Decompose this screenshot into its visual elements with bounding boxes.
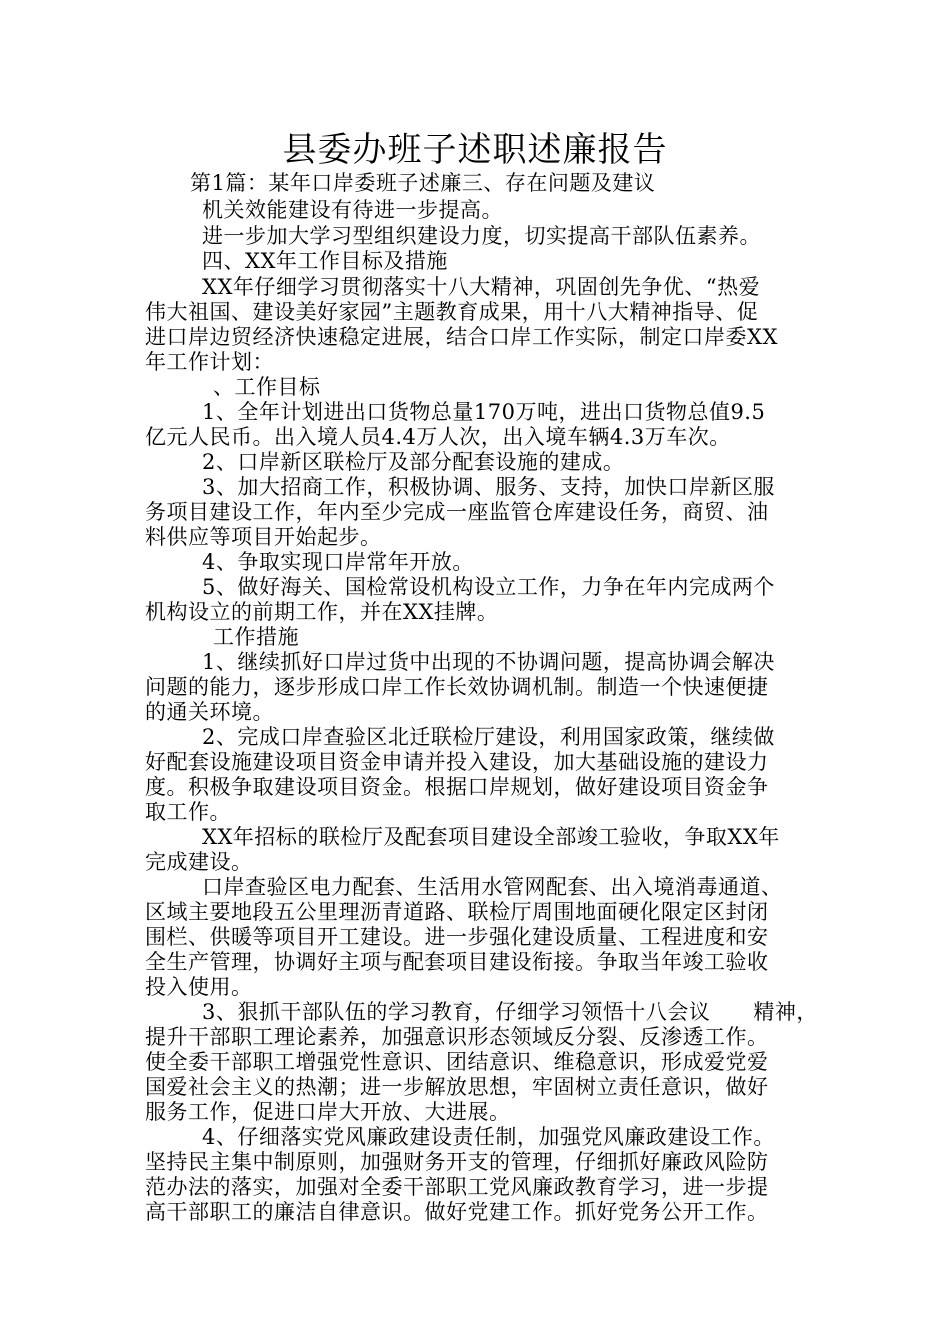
paragraph-line: 机构设立的前期工作，并在XX挂牌。: [145, 600, 499, 624]
paragraph-line: 四、XX年工作目标及措施: [202, 249, 448, 273]
paragraph-line: 取工作。: [145, 800, 231, 824]
paragraph-line: 5、做好海关、国检常设机构设立工作，力争在年内完成两个: [202, 575, 775, 599]
paragraph-line: 、工作目标: [213, 375, 321, 399]
paragraph-line: 机关效能建设有待进一步提高。: [202, 198, 503, 222]
paragraph-line: 4、争取实现口岸常年开放。: [202, 550, 474, 574]
paragraph-line: 的通关环境。: [145, 700, 274, 724]
paragraph-line: 第1篇：某年口岸委班子述廉三、存在问题及建议: [190, 171, 656, 195]
paragraph-line: 3、加大招商工作，积极协调、服务、支持，加快口岸新区服: [202, 475, 775, 499]
paragraph-line: 问题的能力，逐步形成口岸工作长效协调机制。制造一个快速便捷: [145, 675, 769, 699]
paragraph-line: 4、仔细落实党风廉政建设责任制，加强党风廉政建设工作。: [202, 1125, 775, 1149]
paragraph-line: 投入使用。: [145, 975, 253, 999]
paragraph-line: XX年招标的联检厅及配套项目建设全部竣工验收，争取XX年: [202, 825, 780, 849]
paragraph-line: 好配套设施建设项目资金申请并投入建设，加大基础设施的建设力: [145, 750, 769, 774]
paragraph-line: 务项目建设工作，年内至少完成一座监管仓库建设任务，商贸、油: [145, 500, 769, 524]
paragraph-line: 年工作计划：: [145, 350, 274, 374]
paragraph-line: 提升干部职工理论素养，加强意识形态领域反分裂、反渗透工作。: [145, 1025, 769, 1049]
paragraph-line: 3、狠抓干部队伍的学习教育，仔细学习领悟十八会议 精神，: [202, 1000, 818, 1024]
paragraph-line: 进口岸边贸经济快速稳定进展，结合口岸工作实际，制定口岸委XX: [145, 325, 778, 349]
paragraph-line: 度。积极争取建设项目资金。根据口岸规划，做好建设项目资金争: [145, 775, 769, 799]
paragraph-line: XX年仔细学习贯彻落实十八大精神，巩固创先争优、“热爱: [202, 275, 761, 299]
paragraph-line: 使全委干部职工增强党性意识、团结意识、维稳意识，形成爱党爱: [145, 1050, 769, 1074]
paragraph-line: 1、全年计划进出口货物总量170万吨，进出口货物总值9.5: [202, 400, 766, 424]
paragraph-line: 完成建设。: [145, 850, 253, 874]
paragraph-line: 全生产管理，协调好主项与配套项目建设衔接。争取当年竣工验收: [145, 950, 769, 974]
paragraph-line: 区域主要地段五公里理沥青道路、联检厅周围地面硬化限定区封闭: [145, 900, 769, 924]
paragraph-line: 1、继续抓好口岸过货中出现的不协调问题，提高协调会解决: [202, 650, 775, 674]
paragraph-line: 工作措施: [213, 625, 299, 649]
page-title: 县委办班子述职述廉报告: [282, 130, 668, 170]
paragraph-line: 口岸查验区电力配套、生活用水管网配套、出入境消毒通道、: [202, 875, 783, 899]
paragraph-line: 范办法的落实，加强对全委干部职工党风廉政教育学习，进一步提: [145, 1175, 769, 1199]
paragraph-line: 料供应等项目开始起步。: [145, 525, 382, 549]
paragraph-line: 高干部职工的廉洁自律意识。做好党建工作。抓好党务公开工作。: [145, 1200, 769, 1224]
paragraph-line: 伟大祖国、建设美好家园”主题教育成果，用十八大精神指导、促: [145, 300, 759, 324]
paragraph-line: 坚持民主集中制原则，加强财务开支的管理，仔细抓好廉政风险防: [145, 1150, 769, 1174]
paragraph-line: 亿元人民币。出入境人员4.4万人次，出入境车辆4.3万车次。: [145, 425, 731, 449]
paragraph-line: 服务工作，促进口岸大开放、大进展。: [145, 1100, 511, 1124]
paragraph-line: 进一步加大学习型组织建设力度，切实提高干部队伍素养。: [202, 224, 761, 248]
paragraph-line: 围栏、供暖等项目开工建设。进一步强化建设质量、工程进度和安: [145, 925, 769, 949]
paragraph-line: 2、完成口岸查验区北迁联检厅建设，利用国家政策，继续做: [202, 725, 775, 749]
paragraph-line: 国爱社会主义的热潮；进一步解放思想，牢固树立责任意识，做好: [145, 1075, 769, 1099]
paragraph-line: 2、口岸新区联检厅及部分配套设施的建成。: [202, 450, 625, 474]
